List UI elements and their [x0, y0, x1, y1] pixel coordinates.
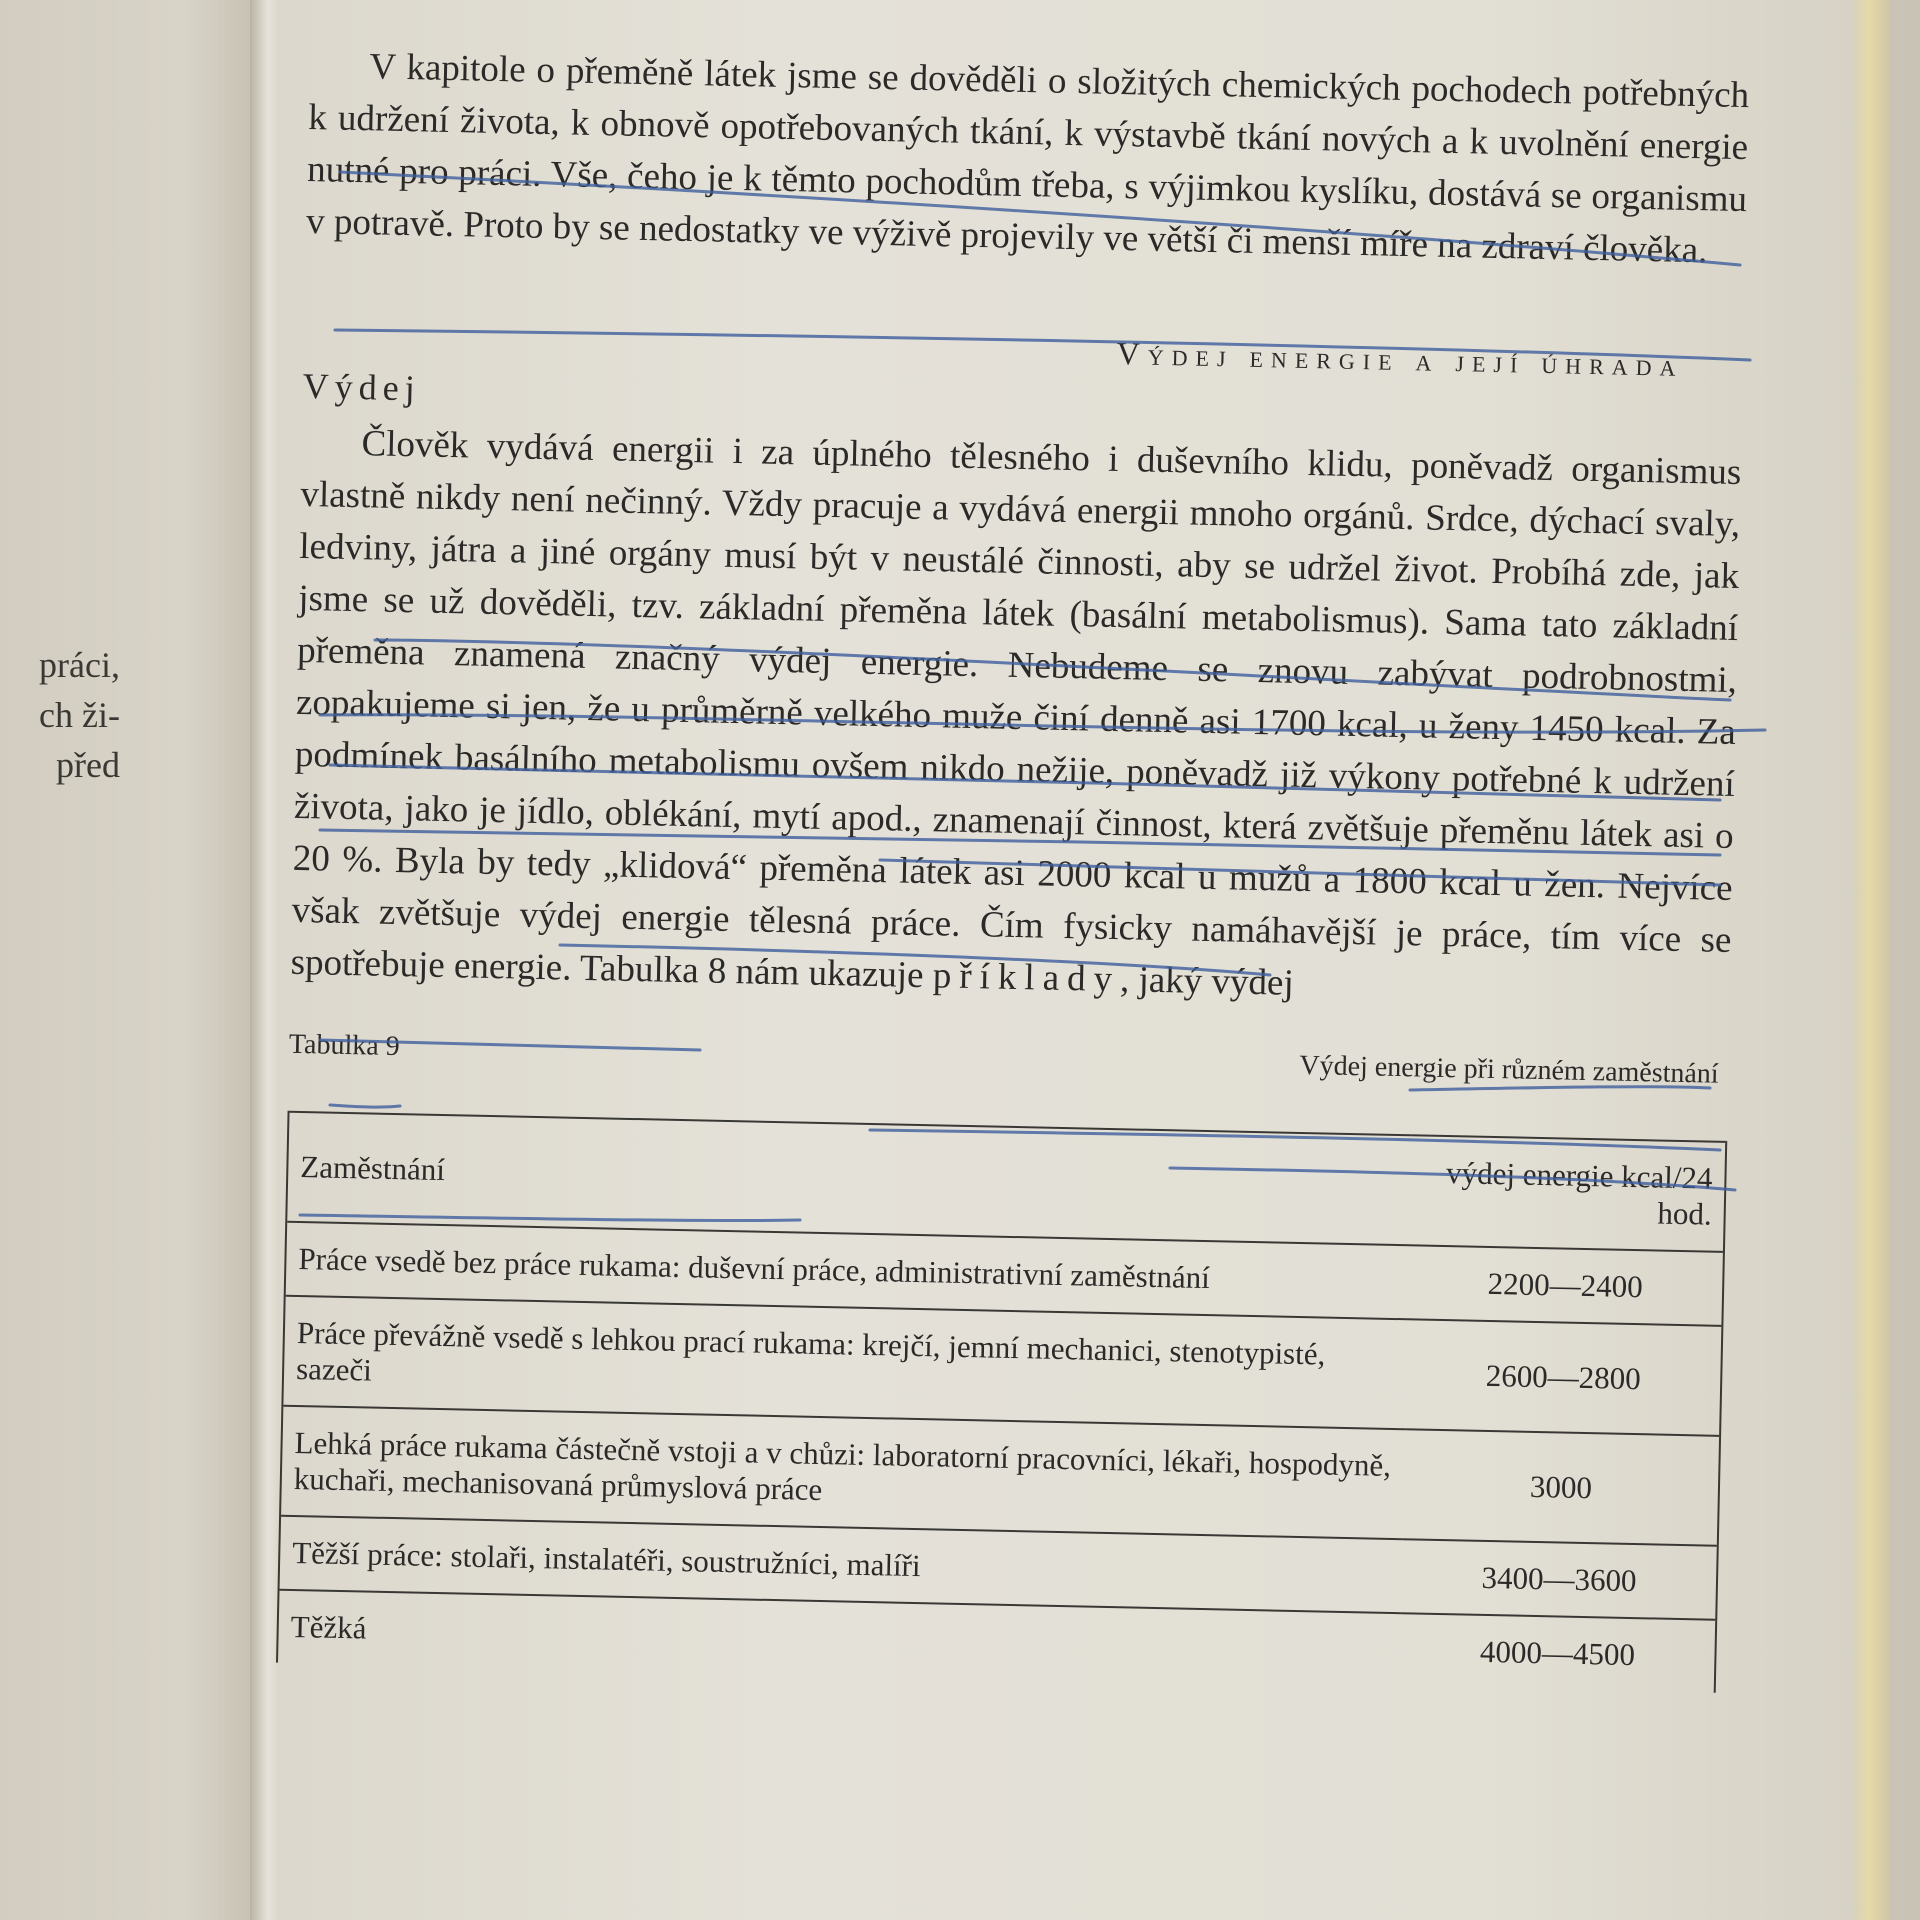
table-caption [289, 1029, 1729, 1091]
body-tail: , jaký výdej [1119, 959, 1295, 1004]
row-occupation: Těžší práce: stolaři, instalatéři, soustružníci, malíři [280, 1516, 1403, 1613]
section-heading: Výdej energie a její úhrada [1116, 334, 1684, 383]
row-occupation: Práce vsedě bez práce rukama: duševní práce, administrativní zaměstnání [286, 1222, 1409, 1319]
table-label: Tabulka 9 [288, 1028, 401, 1063]
row-energy: 2200—2400 [1407, 1245, 1722, 1326]
subheading: Výdej [302, 365, 422, 409]
row-occupation: Těžká [278, 1590, 1401, 1686]
body-paragraph [290, 417, 1742, 1019]
left-fragment: před [56, 745, 120, 785]
page-content [276, 40, 1750, 1693]
left-fragment: práci, [39, 645, 120, 685]
header-energy: výdej energie kcal/24 hod. [1409, 1135, 1725, 1252]
intro-paragraph: V kapitole o přeměně látek jsme se dověděli o složitých chemických pochodech potřebných k udržení života, k obnově opotřebovaných tkání, k výstavbě tkání nových a k uvolnění energie nutné pro práci. Vše, čeho je k těmto pochodům třeba, s výjimkou kyslíku, dostává se organismu v potravě. Proto by se nedostatky ve výživě projevily ve větší či menší míře na zdraví člověka. [305, 46, 1750, 272]
energy-table [278, 1111, 1725, 1693]
table-title: Výdej energie při různém zaměstnání [1299, 1049, 1719, 1090]
table-frame [276, 1111, 1727, 1693]
row-energy: 3400—3600 [1401, 1539, 1716, 1620]
right-page [280, 0, 1890, 1920]
left-page-text-fragments [0, 640, 120, 790]
left-page [0, 0, 265, 1920]
left-fragment: ch ži- [39, 695, 120, 735]
page-edge [1854, 0, 1890, 1920]
header-occupation: Zaměstnání [287, 1112, 1411, 1245]
row-energy: 4000—4500 [1400, 1613, 1715, 1693]
emphasized-word: příklady [932, 955, 1121, 1001]
row-energy: 3000 [1403, 1429, 1719, 1546]
row-occupation: Lehká práce rukama částečně vstoji a v chůzi: laboratorní pracovníci, lékaři, hospodyně, kuchaři, mechanisovaná průmyslová práce [281, 1406, 1405, 1539]
body-text: Člověk vydává energii i za úplného tělesného i duševního klidu, poněvadž organismus vlastně nikdy není nečinný. Vždy pracuje a vydává energii mnoho orgánů. Srdce, dýchací svaly, ledviny, játra a jiné orgány musí být v neustálé činnosti, aby se udržel život. Probíhá zde, jak jsme se už dověděli, tzv. základní přeměna látek (basální metabolismus). Sama tato základní přeměna znamená značný výdej energie. Nebudeme se znovu zabývat podrobnostmi, zopakujeme si jen, že u průměrně velkého muže činí denně asi 1700 kcal, u ženy 1450 kcal. Za podmínek basálního metabolismu ovšem nikdo nežije, poněvadž již výkony potřebné k udržení života, jako je jídlo, oblékání, mytí apod., znamenají činnost, která zvětšuje přeměnu látek asi o 20 %. Byla by tedy „klidová“ přeměna látek asi 2000 kcal u mužů a 1800 kcal u žen. Nejvíce však zvětšuje výdej energie tělesná práce. Čím fysicky namáhavější je práce, tím více se spotřebuje energie. Tabulka 8 nám ukazuje [290, 423, 1742, 997]
row-occupation: Práce převážně vsedě s lehkou prací rukama: krejčí, jemní mechanici, stenotypisté, sazeči [283, 1296, 1407, 1429]
row-energy: 2600—2800 [1405, 1319, 1721, 1436]
